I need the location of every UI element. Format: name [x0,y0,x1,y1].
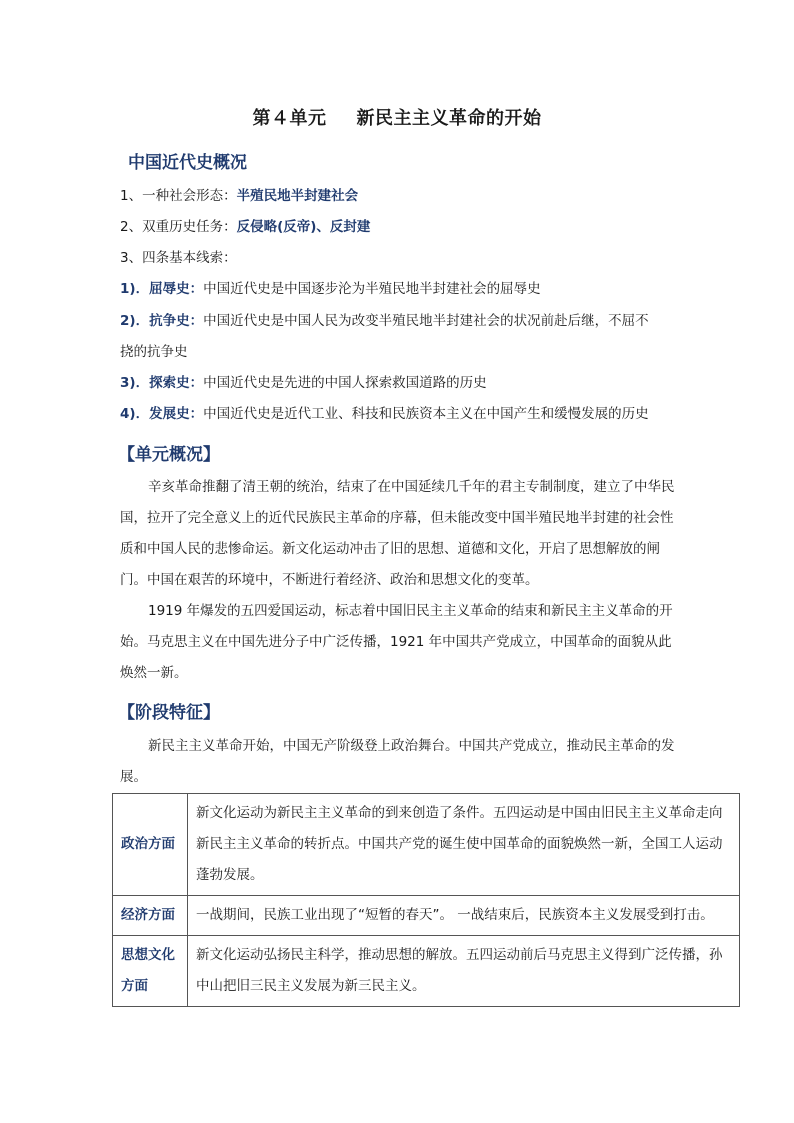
content-cell: 新文化运动弘扬民主科学，推动思想的解放。五四运动前后马克思主义得到广泛传播，孙中山把旧三民主义发展为新三民主义。 [188,936,740,1007]
aspect-cell: 政治方面 [113,794,188,896]
overview-heading: 中国近代史概况 [128,153,247,173]
unit-overview-paragraph-1: 辛亥革命推翻了清王朝的统治，结束了在中国延续几千年的君主专制制度，建立了中华民国，拉开了完全意义上的近代民族民主革命的序幕，但未能改变中国半殖民地半封建的社会性质和中国人民的悲惨命运。新文化运动冲击了旧的思想、道德和文化，开启了思想解放的闸门。中国在艰苦的环境中，不断进行着经济、政治和思想文化的变革。 [120,479,675,588]
content-cell: 新文化运动为新民主主义革命的到来创造了条件。五四运动是中国由旧民主主义革命走向新民主主义革命的转折点。中国共产党的诞生使中国革命的面貌焕然一新，全国工人运动蓬勃发展。 [188,794,740,896]
unit-number: 第４单元 [252,108,327,129]
thread-2: 2)．抗争史：中国近代史是中国人民为改变半殖民地半封建社会的状况前赴后继，不屈不 [120,313,649,329]
table-row [113,936,740,1007]
unit-name: 新民主主义革命的开始 [356,108,542,129]
overview-item-2: 2、双重历史任务：反侵略(反帝)、反封建 [120,219,371,235]
unit-overview-paragraph-2: 1919 年爆发的五四爱国运动，标志着中国旧民主主义革命的结束和新民主主义革命的开始。马克思主义在中国先进分子中广泛传播，1921 年中国共产党成立，中国革命的面貌从此焕然一新。 [120,603,673,681]
page-title [0,104,794,130]
unit-overview-heading: 【单元概况】 [118,445,220,465]
stage-features-heading: 【阶段特征】 [118,703,220,723]
overview-item-3: 3、四条基本线索： [120,250,237,266]
stage-features-intro: 新民主主义革命开始，中国无产阶级登上政治舞台。中国共产党成立，推动民主革命的发展。 [120,738,675,785]
stage-features-table [112,793,740,1007]
aspect-cell: 经济方面 [113,896,188,936]
thread-1: 1)．屈辱史：中国近代史是中国逐步沦为半殖民地半封建社会的屈辱史 [120,281,541,297]
table-row [113,794,740,896]
thread-3: 3)．探索史：中国近代史是先进的中国人探索救国道路的历史 [120,375,487,391]
table-row [113,896,740,936]
aspect-cell: 思想文化方面 [113,936,188,1007]
content-cell: 一战期间，民族工业出现了“短暂的春天”。 一战结束后，民族资本主义发展受到打击。 [188,896,740,936]
thread-4: 4)．发展史：中国近代史是近代工业、科技和民族资本主义在中国产生和缓慢发展的历史 [120,406,649,422]
thread-2-continued: 挠的抗争史 [120,344,188,360]
overview-item-1: 1、一种社会形态：半殖民地半封建社会 [120,188,359,204]
